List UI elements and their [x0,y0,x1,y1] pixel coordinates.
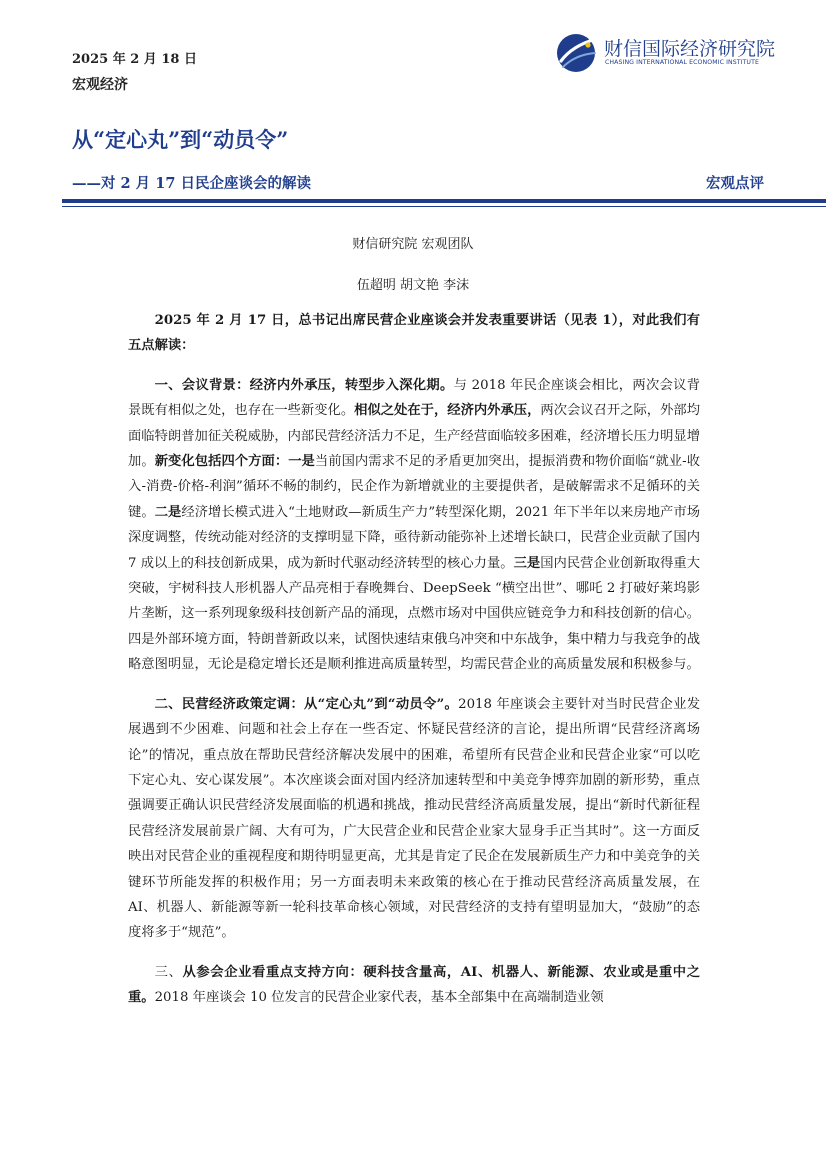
report-type-label: 宏观点评 [706,175,764,192]
research-team: 财信研究院 宏观团队 [352,237,474,252]
section-1-text: 经济增长模式进入“土地财政—新质生产力”转型深化期，2021 年下半年以来房地产市场深度调整，传统动能对经济的支撑明显下降，亟待新动能弥补上述增长缺口，民营企业贡献了国内 7 成以上的科技创新成果，成为新时代驱动经济转型的核心力量。 [128,504,701,571]
header-divider-thin [62,206,826,207]
section-3-number: 三、 [154,964,183,980]
section-3-paragraph [128,960,700,1011]
report-date: 2025 年 2 月 18 日 [72,52,197,67]
section-1-text: 两次会议召开之际，外部均面临特朗普加征关税威胁，内部民营经济活力不足，生产经营面临较多困难，经济增长压力明显增加。 [128,403,701,470]
section-2-text: 2018 年座谈会主要针对当时民营企业发展遇到不少困难、问题和社会上存在一些否定、怀疑民营经济的言论，提出所谓“民营经济离场论”的情况，重点放在帮助民营经济解决发展中的困难，希望所有民营企业和民营企业家“可以吃下定心丸、安心谋发展”。本次座谈会面对国内经济加速转型和中美竞争博弈加剧的新形势，重点强调要正确认识民营经济发展面临的机遇和挑战，推动民营经济高质量发展，提出“新时代新征程民营经济发展前景广阔、大有可为，广大民营企业和民营企业家大显身手正当其时”。这一方面反映出对民营企业的重视程度和期待明显更高，尤其是肯定了民企在发展新质生产力和中美竞争的关键环节所能发挥的积极作用；另一方面表明未来政策的核心在于推动民营经济高质量发展，在 AI、机器人、新能源等新一轮科技革命核心领域，对民营经济的支持有望明显加大，“鼓励”的态度将多于“规范”。 [128,696,700,941]
article-body [128,308,700,1025]
section-1-text: 国内民营企业创新取得重大突破，宇树科技人形机器人产品亮相于春晚舞台、DeepSeek “横空出世”、哪吒 2 打破好莱坞影片垄断，这一系列现象级科技创新产品的涌现，点燃市场对中国供应链竞争力和科技创新的信心。四是外部环境方面，特朗普新政以来，试图快速结束俄乌冲突和中东战争，集中精力与我竞争的战略意图明显，无论是稳定增长还是顺利推进高质量转型，均需民营企业的高质量发展和积极参与。 [128,555,701,673]
header-divider-thick [62,199,826,203]
report-category: 宏观经济 [72,77,128,93]
section-1-emphasis: 新变化包括四个方面：一是 [154,454,315,470]
intro-paragraph [128,308,700,359]
section-2-heading: 二、民营经济政策定调：从“定心丸”到“动员令”。 [154,696,459,712]
institute-logo [552,28,782,76]
logo-english-name: CHASING INTERNATIONAL ECONOMIC INSTITUTE [605,59,759,66]
section-1-emphasis: 相似之处在于，经济内外承压， [354,403,541,419]
section-1-heading: 一、会议背景：经济内外承压，转型步入深化期。 [154,377,454,393]
section-3-text: 2018 年座谈会 10 位发言的民营企业家代表，基本全部集中在高端制造业领 [154,990,604,1006]
report-title: 从“定心丸”到“动员令” [72,127,289,152]
section-2-paragraph [128,692,700,946]
author-list: 伍超明 胡文艳 李沫 [356,278,470,293]
section-1-text: 当前国内需求不足的矛盾更加突出，提振消费和物价面临“就业-收入-消费-价格-利润”循环不畅的制约，民企作为新增就业的主要提供者，是破解需求不足循环的关键。 [128,454,700,520]
section-1-text: 与 2018 年民企座谈会相比，两次会议背景既有相似之处，也存在一些新变化。 [128,377,701,419]
globe-swoosh-icon [552,28,600,76]
section-1-emphasis: 二是 [154,504,182,520]
report-subtitle: ——对 2 月 17 日民企座谈会的解读 [72,175,311,192]
section-1-emphasis: 三是 [513,555,541,571]
logo-chinese-name: 财信国际经济研究院 [604,38,776,60]
section-3-heading: 从参会企业看重点支持方向：硬科技含量高，AI、机器人、新能源、农业或是重中之重。 [128,964,700,1006]
section-1-paragraph [128,373,700,678]
intro-text: 2025 年 2 月 17 日，总书记出席民营企业座谈会并发表重要讲话（见表 1），对此我们有五点解读： [128,313,700,354]
